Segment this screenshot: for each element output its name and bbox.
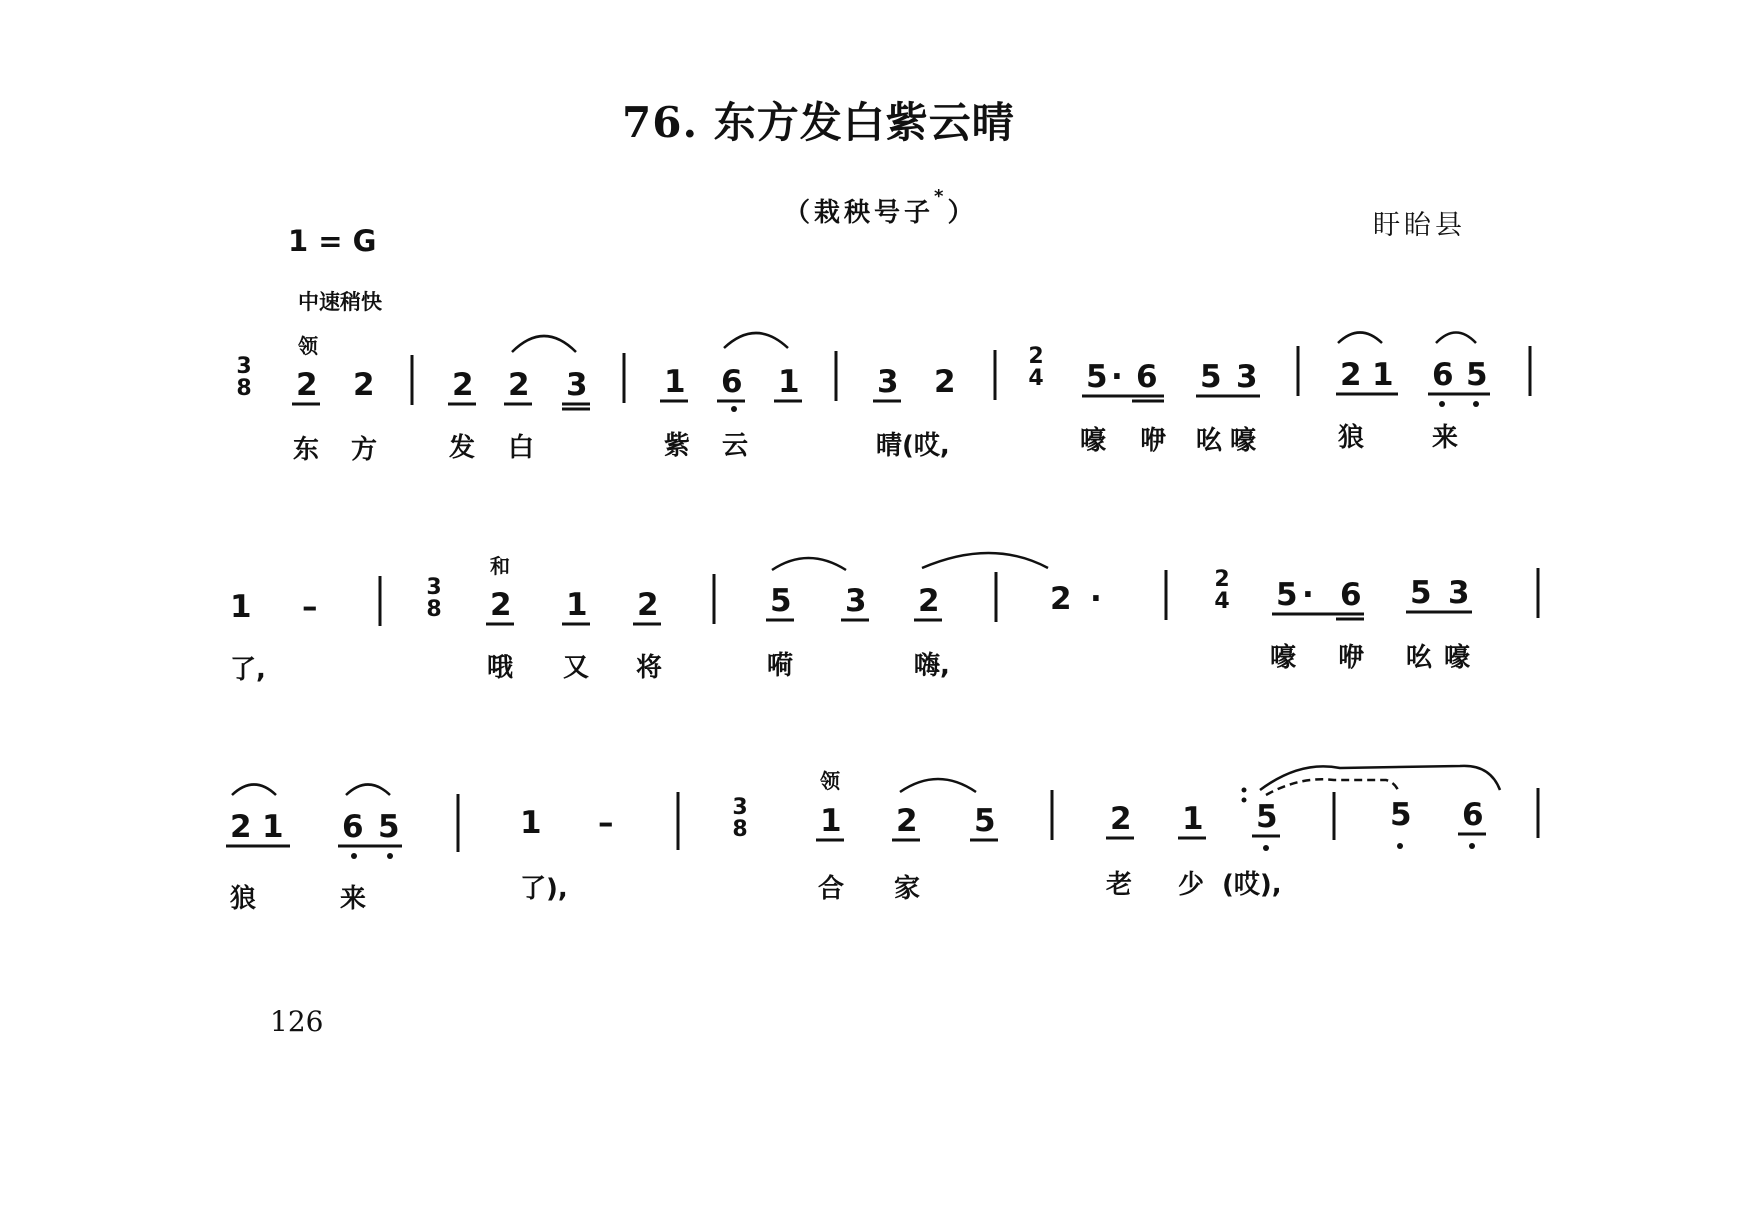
note: 2 — [896, 803, 918, 839]
note: 2 — [1110, 801, 1132, 837]
lyric: 合 — [818, 874, 845, 904]
note: 2 — [452, 367, 474, 403]
lyric: 嚎 — [1080, 426, 1107, 456]
time-signature-3-8: 3 8 — [732, 795, 748, 842]
note: 1 — [262, 809, 284, 845]
note: 1 — [664, 364, 686, 400]
lyric: 家 — [894, 874, 921, 904]
footnote-mark: * — [934, 186, 948, 207]
note: 3 — [1236, 359, 1258, 395]
note: 1 — [778, 364, 800, 400]
lyric: 吆 — [1406, 643, 1433, 673]
lyric: 少 — [1178, 870, 1205, 900]
lyric: 方 — [351, 435, 378, 465]
note: 2 — [230, 809, 252, 845]
lyric: 哦 — [487, 653, 514, 683]
lyric: (哎), — [1222, 870, 1282, 900]
lyric: 了, — [230, 655, 266, 685]
note: 3 — [566, 367, 588, 403]
lyric: 发 — [449, 433, 476, 463]
lyric: 又 — [563, 653, 590, 683]
time-signature-3-8: 3 8 — [426, 575, 442, 622]
source-county: 盱眙县 — [1373, 210, 1466, 241]
note: 2 — [296, 367, 318, 403]
time-signature-2-4: 2 4 — [1214, 567, 1230, 614]
note: 5 — [770, 583, 792, 619]
slurs — [232, 333, 1500, 796]
lyric: 来 — [340, 884, 367, 914]
song-title: 76. 东方发白紫云晴 — [622, 98, 1015, 147]
role-lead-1: 领 — [298, 334, 318, 358]
lyric: 嚎 — [1444, 643, 1471, 673]
note: 5 — [1256, 799, 1278, 835]
note: 1 — [566, 587, 588, 623]
note: 5 — [378, 809, 400, 845]
lyric: 嗬 — [767, 651, 794, 681]
role-lead-2: 领 — [820, 769, 840, 793]
note: 6 — [721, 364, 743, 400]
barlines — [380, 346, 1538, 852]
key-signature: 1 = G — [288, 224, 377, 258]
time-signature-2-4: 2 4 — [1028, 344, 1044, 391]
note: 2 — [934, 364, 956, 400]
lyric: 咿 — [1140, 426, 1167, 456]
lyric: 狼 — [230, 884, 257, 914]
role-chorus: 和 — [490, 554, 510, 578]
note: 1 — [1182, 801, 1204, 837]
note-dash: – — [598, 805, 614, 841]
note-dot: · — [1090, 581, 1102, 617]
lyric: 云 — [722, 431, 749, 461]
note: 6 — [342, 809, 364, 845]
note: 6 — [1432, 357, 1454, 393]
octave-dots — [351, 401, 1479, 859]
time-signature-3-8: 3 8 — [236, 354, 252, 401]
lyric: 将 — [636, 653, 663, 683]
note: 3 — [1448, 575, 1470, 611]
note-dash: – — [302, 589, 318, 625]
lyric: 嚎 — [1270, 643, 1297, 673]
lyric: 吆 — [1196, 426, 1223, 456]
note: 6 — [1340, 577, 1362, 613]
note: 2 — [490, 587, 512, 623]
tempo-marking: 中速稍快 — [298, 290, 382, 314]
lyric: 白 — [508, 433, 535, 463]
note: 5 — [1466, 357, 1488, 393]
note-dot: · — [1111, 359, 1123, 395]
note: 1 — [820, 803, 842, 839]
note: 3 — [845, 583, 867, 619]
lyric: 了), — [520, 874, 568, 904]
note: 2 — [508, 367, 530, 403]
lyric: 狼 — [1338, 423, 1365, 453]
note: 6 — [1462, 797, 1484, 833]
note: 1 — [1372, 357, 1394, 393]
duration-underlines — [226, 394, 1490, 846]
page-number: 126 — [270, 1005, 324, 1038]
note: 1 — [520, 805, 542, 841]
lyric: 咿 — [1338, 643, 1365, 673]
lyric: 紫 — [664, 431, 691, 461]
note: 6 — [1136, 359, 1158, 395]
lyric: 老 — [1106, 870, 1133, 900]
lyric: 东 — [293, 435, 320, 465]
lyric: 嗨, — [914, 651, 950, 681]
note: 2 — [353, 367, 375, 403]
subtitle-text: （栽秧号子 — [784, 198, 935, 228]
note: 5 — [1086, 359, 1108, 395]
note: 5 — [1276, 577, 1298, 613]
lyric: 晴(哎, — [876, 431, 950, 461]
note: 2 — [637, 587, 659, 623]
note: 2 — [1050, 581, 1072, 617]
note: 3 — [877, 364, 899, 400]
note: 1 — [230, 589, 252, 625]
note: 2 — [918, 583, 940, 619]
lyric: 来 — [1432, 423, 1459, 453]
note: 5 — [974, 803, 996, 839]
note: 5 — [1200, 359, 1222, 395]
note: 2 — [1340, 357, 1362, 393]
note-dot: · — [1302, 577, 1314, 613]
subtitle-close: ） — [947, 198, 978, 228]
note: 5 — [1390, 797, 1412, 833]
lyric: 嚎 — [1230, 426, 1257, 456]
note: 5 — [1410, 575, 1432, 611]
